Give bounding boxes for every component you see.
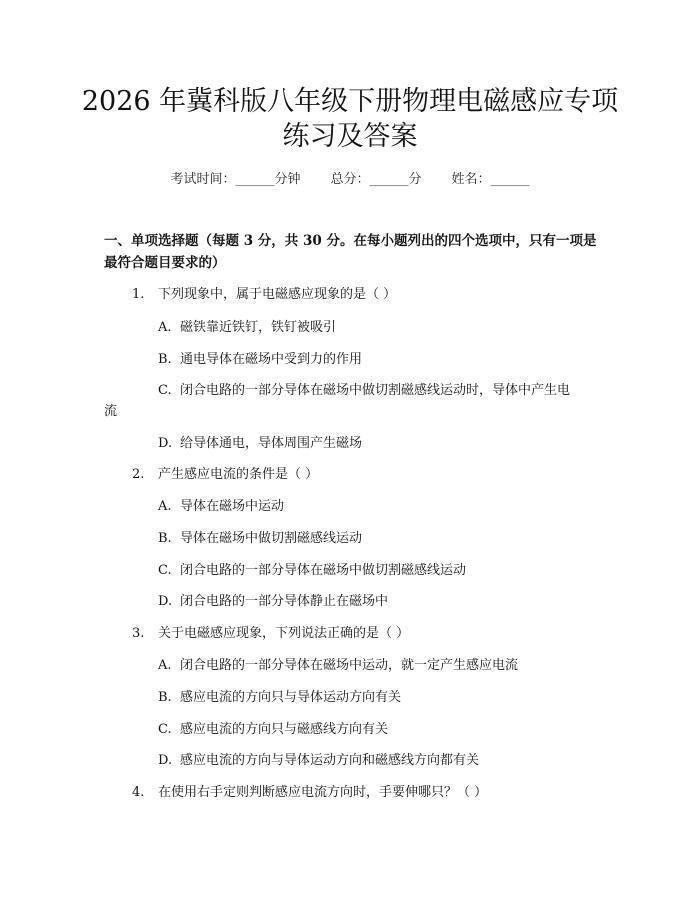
option-letter: A.	[158, 658, 172, 673]
q2-option-d	[158, 590, 388, 609]
section-heading-line1: 一、单项选择题（每题 3 分，共 30 分。在每小题列出的四个选项中，只有一项是	[104, 233, 597, 249]
question-number: 1.	[132, 287, 145, 302]
q3-option-d	[158, 749, 479, 768]
question-3	[132, 622, 409, 641]
total-score: 总分：______分	[330, 172, 422, 187]
exam-time: 考试时间：______分钟	[170, 172, 301, 187]
option-text: 闭合电路的一部分导体在磁场中做切割磁感线运动	[180, 563, 467, 578]
option-text: 感应电流的方向只与导体运动方向有关	[180, 690, 402, 705]
document-title-line2: 练习及答案	[282, 121, 418, 152]
option-letter: D.	[158, 436, 173, 451]
option-letter: B.	[158, 690, 172, 705]
q3-option-c	[158, 718, 388, 737]
section-heading	[104, 230, 604, 274]
option-text: 感应电流的方向与导体运动方向和磁感线方向都有关	[180, 753, 480, 768]
option-text: 导体在磁场中做切割磁感线运动	[180, 531, 363, 546]
student-name: 姓名：______	[451, 172, 530, 187]
question-4	[132, 781, 487, 800]
option-text: 导体在磁场中运动	[180, 499, 285, 514]
document-title-line1: 2026 年冀科版八年级下册物理电磁感应专项	[81, 86, 619, 117]
option-text: 通电导体在磁场中受到力的作用	[180, 352, 363, 367]
option-letter: D.	[158, 753, 173, 768]
question-number: 2.	[132, 467, 145, 482]
q1-option-a	[158, 316, 336, 335]
question-number: 4.	[132, 785, 145, 800]
q2-option-a	[158, 495, 284, 514]
q1-option-d	[158, 432, 362, 451]
q2-option-b	[158, 527, 362, 546]
q1-option-c-continuation: 流	[104, 404, 118, 419]
question-1	[132, 283, 396, 302]
option-text: 给导体通电，导体周围产生磁场	[180, 436, 363, 451]
q1-option-c	[158, 379, 570, 398]
option-letter: C.	[158, 383, 172, 398]
question-text: 下列现象中，属于电磁感应现象的是（ ）	[158, 287, 397, 302]
section-heading-line2: 最符合题目要求的）	[104, 255, 226, 271]
option-text: 闭合电路的一部分导体在磁场中运动，就一定产生感应电流	[180, 658, 519, 673]
question-text: 产生感应电流的条件是（ ）	[158, 467, 319, 482]
q3-option-b	[158, 686, 401, 705]
option-letter: B.	[158, 531, 172, 546]
q2-option-c	[158, 559, 466, 578]
option-text: 磁铁靠近铁钉，铁钉被吸引	[180, 320, 337, 335]
option-letter: B.	[158, 352, 172, 367]
option-letter: D.	[158, 594, 173, 609]
exam-meta	[0, 168, 700, 187]
question-text: 关于电磁感应现象，下列说法正确的是（ ）	[158, 626, 410, 641]
option-letter: C.	[158, 722, 172, 737]
option-text: 闭合电路的一部分导体静止在磁场中	[180, 594, 389, 609]
option-text: 感应电流的方向只与磁感线方向有关	[180, 722, 389, 737]
option-text: 闭合电路的一部分导体在磁场中做切割磁感线运动时，导体中产生电	[180, 383, 571, 398]
q1-option-b	[158, 348, 362, 367]
option-letter: A.	[158, 320, 172, 335]
question-number: 3.	[132, 626, 145, 641]
question-2	[132, 463, 318, 482]
question-text: 在使用右手定则判断感应电流方向时，手要伸哪只？（ ）	[158, 785, 488, 800]
option-letter: A.	[158, 499, 172, 514]
q3-option-a	[158, 654, 518, 673]
option-letter: C.	[158, 563, 172, 578]
